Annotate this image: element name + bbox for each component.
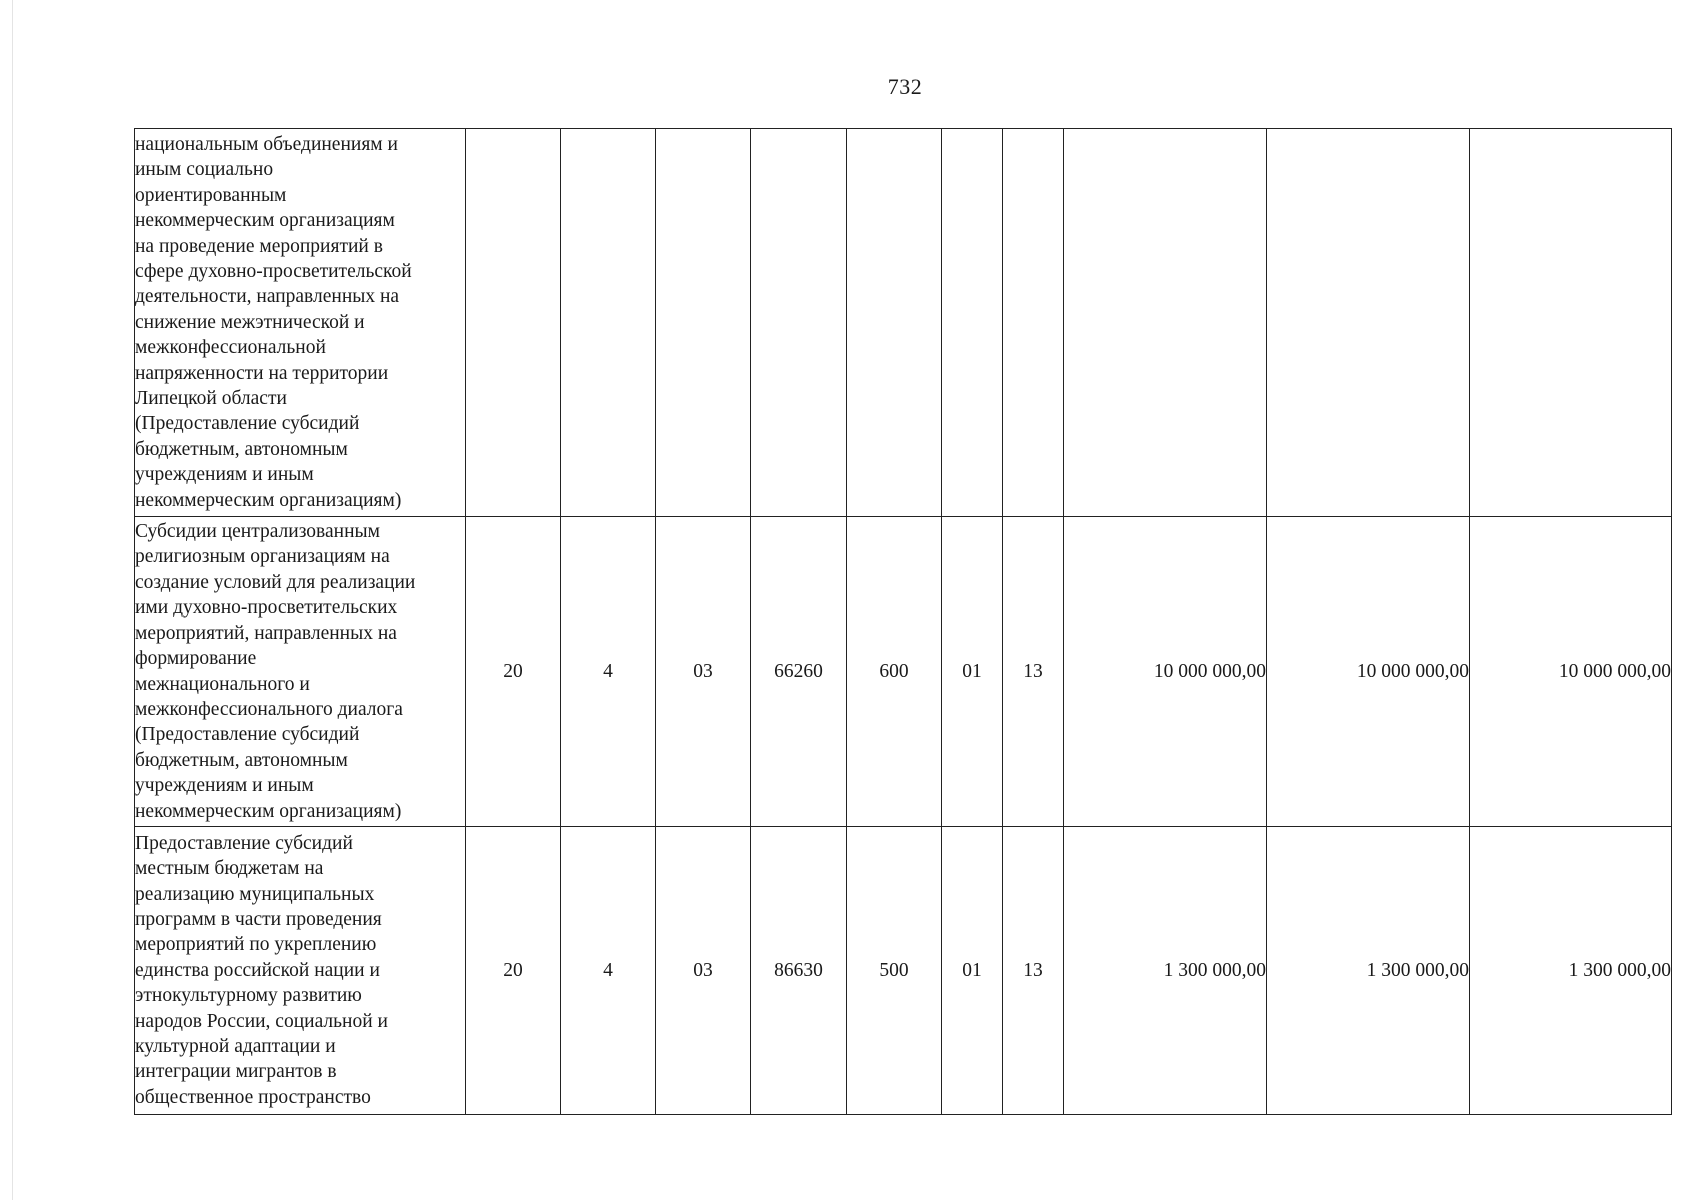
page-number: 732: [887, 74, 923, 99]
description-line: культурной адаптации и: [135, 1036, 336, 1058]
subprogram-code-cell: 4: [561, 827, 656, 1115]
description-line: формирование: [135, 648, 257, 670]
description-line: учреждениям и иным: [135, 464, 314, 486]
activity-code-cell: 03: [656, 827, 751, 1115]
description-line: деятельности, направленных на: [135, 286, 400, 308]
section-code-cell: 01: [942, 827, 1003, 1115]
description-line: Липецкой области: [135, 388, 287, 410]
description-line: (Предоставление субсидий: [135, 724, 360, 746]
activity-code-cell: [656, 129, 751, 517]
row-description: [135, 517, 466, 827]
program-code-cell: 20: [466, 517, 561, 827]
section-code-cell: [942, 129, 1003, 517]
table-row: [135, 827, 1672, 1115]
description-line: (Предоставление субсидий: [135, 413, 360, 435]
budget-table: [134, 128, 1672, 1115]
description-line: иным социально: [135, 159, 274, 181]
amount-year-3: [1470, 129, 1672, 517]
amount-year-1: 10 000 000,00: [1064, 517, 1267, 827]
description-line: некоммерческим организациям): [135, 489, 402, 511]
description-line: национальным объединениям и: [135, 133, 398, 155]
description-line: общественное пространство: [135, 1086, 371, 1108]
direction-code-cell: 66260: [751, 517, 847, 827]
subsection-code-cell: 13: [1003, 827, 1064, 1115]
description-line: создание условий для реализации: [135, 571, 416, 593]
description-line: местным бюджетам на: [135, 858, 324, 880]
description-line: межконфессионального диалога: [135, 698, 403, 720]
section-code-cell: 01: [942, 517, 1003, 827]
description-line: Предоставление субсидий: [135, 832, 353, 854]
description-line: ориентированным: [135, 184, 287, 206]
description-line: учреждениям и иным: [135, 775, 314, 797]
description-line: мероприятий, направленных на: [135, 622, 397, 644]
description-line: напряженности на территории: [135, 362, 389, 384]
description-line: Субсидии централизованным: [135, 521, 380, 543]
table-row: [135, 129, 1672, 517]
subsection-code-cell: [1003, 129, 1064, 517]
amount-year-1: [1064, 129, 1267, 517]
direction-code-cell: [751, 129, 847, 517]
description-line: межнационального и: [135, 673, 310, 695]
description-line: на проведение мероприятий в: [135, 235, 383, 257]
subprogram-code-cell: [561, 129, 656, 517]
description-line: народов России, социальной и: [135, 1010, 388, 1032]
description-line: реализацию муниципальных: [135, 883, 375, 905]
description-line: некоммерческим организациям: [135, 210, 395, 232]
description-line: некоммерческим организациям): [135, 800, 402, 822]
expense-type-cell: [847, 129, 942, 517]
description-line: ими духовно-просветительских: [135, 597, 398, 619]
description-line: этнокультурному развитию: [135, 985, 362, 1007]
program-code-cell: [466, 129, 561, 517]
subprogram-code-cell: 4: [561, 517, 656, 827]
description-line: сфере духовно-просветительской: [135, 260, 412, 282]
amount-year-2: [1267, 129, 1470, 517]
program-code-cell: 20: [466, 827, 561, 1115]
amount-year-3: 1 300 000,00: [1470, 827, 1672, 1115]
subsection-code-cell: 13: [1003, 517, 1064, 827]
description-line: межконфессиональной: [135, 337, 326, 359]
description-line: интеграции мигрантов в: [135, 1061, 337, 1083]
description-line: бюджетным, автономным: [135, 438, 348, 460]
direction-code-cell: 86630: [751, 827, 847, 1115]
description-line: бюджетным, автономным: [135, 749, 348, 771]
description-line: религиозным организациям на: [135, 546, 390, 568]
scan-edge-line: [12, 0, 13, 1200]
amount-year-1: 1 300 000,00: [1064, 827, 1267, 1115]
description-line: мероприятий по укреплению: [135, 934, 377, 956]
activity-code-cell: 03: [656, 517, 751, 827]
row-description: [135, 827, 466, 1115]
expense-type-cell: 500: [847, 827, 942, 1115]
description-line: единства российской нации и: [135, 959, 380, 981]
table-row: [135, 517, 1672, 827]
row-description: [135, 129, 466, 517]
description-line: программ в части проведения: [135, 908, 382, 930]
amount-year-3: 10 000 000,00: [1470, 517, 1672, 827]
amount-year-2: 10 000 000,00: [1267, 517, 1470, 827]
amount-year-2: 1 300 000,00: [1267, 827, 1470, 1115]
expense-type-cell: 600: [847, 517, 942, 827]
description-line: снижение межэтнической и: [135, 311, 365, 333]
